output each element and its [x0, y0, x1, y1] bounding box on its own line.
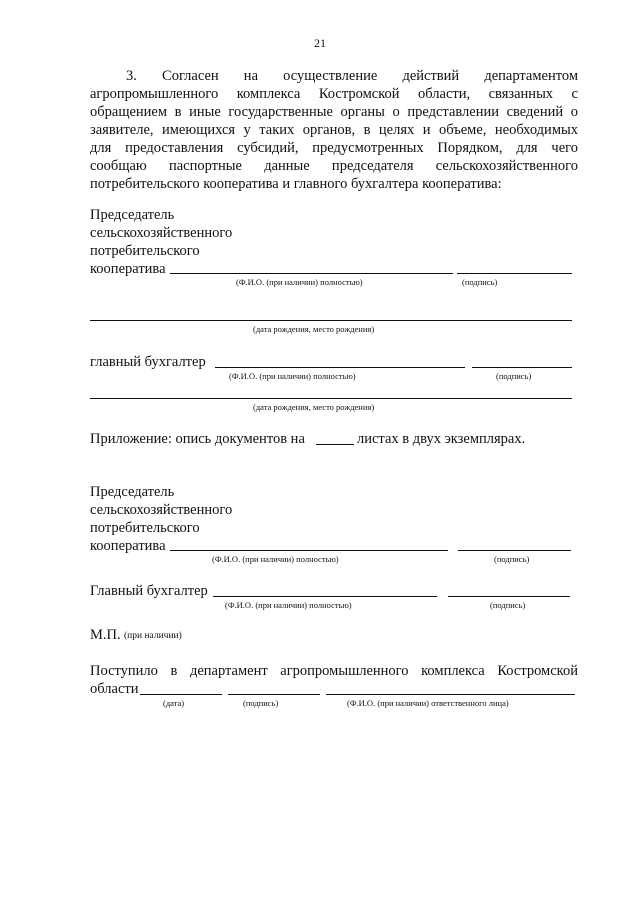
date-caption: (дата)	[163, 698, 185, 708]
fio-caption: (Ф.И.О. (при наличии) полностью)	[225, 600, 352, 610]
received-line: области	[90, 681, 139, 697]
seal-label: М.П.	[90, 627, 121, 643]
accountant-birth-field[interactable]	[90, 398, 572, 399]
paragraph-line: для предоставления субсидий, предусмотренных Порядком, для чего	[90, 140, 578, 156]
accountant-signature-field[interactable]	[448, 596, 570, 597]
fio-caption: (Ф.И.О. (при наличии) полностью)	[236, 277, 363, 287]
fio-caption: (Ф.И.О. (при наличии) полностью)	[212, 554, 339, 564]
chairman-label: сельскохозяйственного	[90, 225, 233, 241]
page-number: 21	[314, 36, 326, 50]
seal-note: (при наличии)	[124, 631, 182, 641]
paragraph-line: обращением в иные государственные органы о представлении сведений о	[90, 104, 578, 120]
signature-caption: (подпись)	[496, 371, 532, 381]
chairman-label: Председатель	[90, 484, 175, 500]
accountant-signature-field[interactable]	[472, 367, 572, 368]
chairman-fio-field[interactable]	[170, 273, 453, 274]
received-date-field[interactable]	[140, 694, 222, 695]
paragraph-line: потребительского кооператива и главного бухгалтера кооператива:	[90, 176, 502, 192]
attachment-prefix: Приложение: опись документов на	[90, 431, 305, 447]
signature-caption: (подпись)	[490, 600, 526, 610]
birth-caption: (дата рождения, место рождения)	[253, 324, 375, 334]
received-signature-field[interactable]	[228, 694, 320, 695]
signature-caption: (подпись)	[494, 554, 530, 564]
attachment-suffix: листах в двух экземплярах.	[357, 431, 526, 447]
chairman-label: кооператива	[90, 538, 166, 554]
chairman-label: Председатель	[90, 207, 175, 223]
chairman-label: потребительского	[90, 243, 200, 259]
accountant-fio-field[interactable]	[215, 367, 465, 368]
birth-caption: (дата рождения, место рождения)	[253, 402, 375, 412]
paragraph-line: 3. Согласен на осуществление действий департаментом	[126, 68, 578, 84]
received-responsible-field[interactable]	[326, 694, 575, 695]
paragraph-line: заявителе, имеющихся у таких органов, в целях и объеме, необходимых	[90, 122, 578, 138]
attachment-pages-field[interactable]	[316, 444, 354, 445]
signature-caption: (подпись)	[462, 277, 498, 287]
chairman-fio-field[interactable]	[170, 550, 448, 551]
chairman-label: сельскохозяйственного	[90, 502, 233, 518]
responsible-caption: (Ф.И.О. (при наличии) ответственного лица)	[347, 698, 509, 708]
signature-caption: (подпись)	[243, 698, 279, 708]
received-line: Поступило в департамент агропромышленного комплекса Костромской	[90, 663, 578, 679]
fio-caption: (Ф.И.О. (при наличии) полностью)	[229, 371, 356, 381]
chairman-signature-field[interactable]	[457, 273, 572, 274]
chairman-birth-field[interactable]	[90, 320, 572, 321]
chairman-label: кооператива	[90, 261, 166, 277]
chairman-signature-field[interactable]	[458, 550, 571, 551]
paragraph-line: сообщаю паспортные данные председателя сельскохозяйственного	[90, 158, 578, 174]
accountant-label: главный бухгалтер	[90, 354, 206, 370]
accountant-label: Главный бухгалтер	[90, 583, 208, 599]
paragraph-line: агропромышленного комплекса Костромской области, связанных с	[90, 86, 578, 102]
accountant-fio-field[interactable]	[213, 596, 437, 597]
chairman-label: потребительского	[90, 520, 200, 536]
